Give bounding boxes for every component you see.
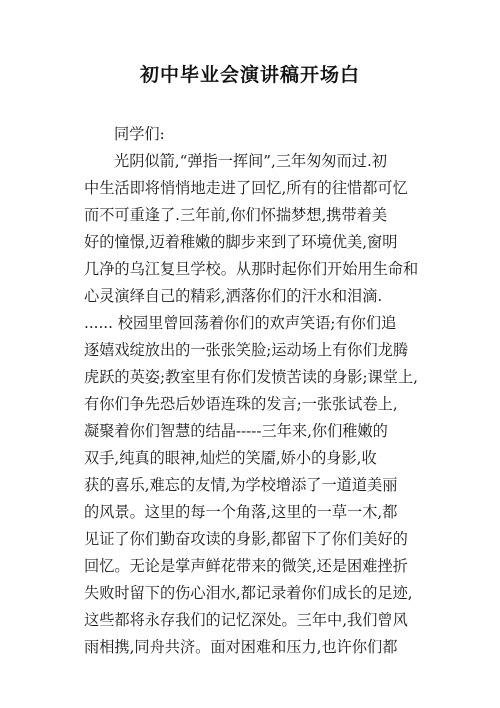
text-line: 光阴似箭,“弹指一挥间”,三年匆匆而过.初 [114,152,388,170]
text-line: 而不可重逢了.三年前,你们怀揣梦想,携带着美 [84,206,388,224]
text-line: 凝聚着你们智慧的结晶-----三年来,你们稚嫩的 [84,422,388,440]
text-line: 好的憧憬,迈着稚嫩的脚步来到了环境优美,窗明 [84,233,398,251]
text-line: 回忆。无论是掌声鲜花带来的微笑,还是困难挫折 [84,557,408,575]
text-line: 见证了你们勤奋攻读的身影,都留下了你们美好的 [84,530,408,548]
speech-body [0,118,500,708]
document-title: 初中毕业会演讲稿开场白 [139,64,360,86]
text-line: 几净的乌江复旦学校。从那时起你们开始用生命和 [84,260,419,278]
text-line: 虎跃的英姿;教室里有你们发愤苦读的身影;课堂上, [84,368,418,386]
salutation: 同学们: [114,125,165,143]
text-line: 心灵演绎自己的精彩,洒落你们的汗水和泪滴. [84,287,383,305]
text-line: 获的喜乐,难忘的友情,为学校增添了一道道美丽 [84,476,398,494]
text-line: 双手,纯真的眼神,灿烂的笑靥,娇小的身影,收 [84,449,377,467]
text-line: ...... 校园里曾回荡着你们的欢声笑语;有你们追 [84,314,397,332]
text-line: 中生活即将悄悄地走进了回忆,所有的往惜都可忆 [84,179,408,197]
text-line: 这些都将永存我们的记忆深处。三年中,我们曾风 [84,611,408,629]
text-line: 逐嬉戏绽放出的一张张笑脸;运动场上有你们龙腾 [84,341,409,359]
text-line: 雨相携,同舟共济。面对困难和压力,也许你们都 [84,638,398,656]
text-line: 有你们争先恐后妙语连珠的发言;一张张试卷上, [84,395,398,413]
text-line: 的风景。这里的每一个角落,这里的一草一木,都 [84,503,398,521]
text-line: 失败时留下的伤心泪水,都记录着你们成长的足迹, [84,584,413,602]
